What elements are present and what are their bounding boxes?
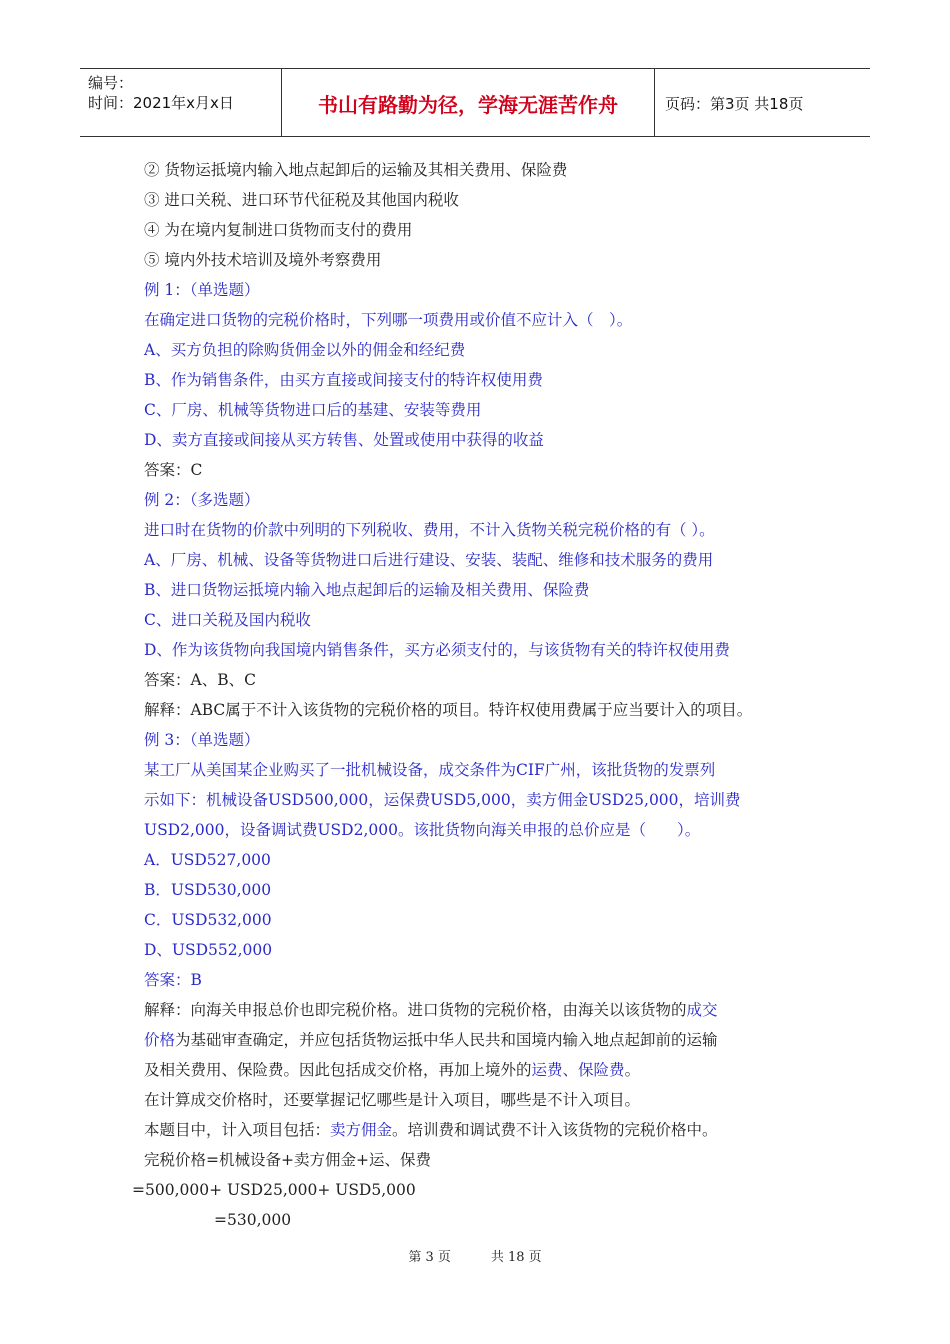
formula-line: 完税价格=机械设备+卖方佣金+运、保费	[144, 1151, 431, 1169]
header-page-cell	[655, 69, 870, 136]
answer-text: 答案：B	[144, 971, 202, 989]
explanation-text: 。培训费和调试费不计入该货物的完税价格中。	[392, 1121, 718, 1139]
page-footer	[0, 1246, 950, 1265]
explanation-line: 在计算成交价格时，还要掌握记忆哪些是计入项目，哪些是不计入项目。	[144, 1091, 641, 1109]
text-line: ④ 为在境内复制进口货物而支付的费用	[144, 221, 413, 239]
page-info: 页码：第3页 共18页	[665, 95, 804, 113]
question-text: 在确定进口货物的完税价格时，下列哪一项费用或价值不应计入（ ）。	[144, 311, 633, 329]
separator: 、	[562, 1061, 579, 1079]
option-a: A．USD527,000	[144, 851, 271, 869]
transaction-price-link[interactable]: 价格	[144, 1031, 176, 1049]
transaction-price-link[interactable]: 成交	[686, 1001, 718, 1019]
motto-text: 书山有路勤为径，学海无涯苦作舟	[318, 93, 618, 117]
option-d: D、作为该货物向我国境内销售条件，买方必须支付的，与该货物有关的特许权使用费	[144, 641, 730, 659]
document-body	[132, 155, 834, 1235]
option-a: A、厂房、机械、设备等货物进口后进行建设、安装、装配、维修和技术服务的费用	[144, 551, 714, 569]
question-text: USD2,000，设备调试费USD2,000。该批货物向海关申报的总价应是（ ）。	[144, 821, 701, 839]
question-text: 示如下：机械设备USD500,000，运保费USD5,000，卖方佣金USD25,000，培训费	[144, 791, 741, 809]
explanation-text: 为基础审查确定，并应包括货物运抵中华人民共和国境内输入地点起卸前的运输	[175, 1031, 718, 1049]
explanation-text: 解释：向海关申报总价也即完税价格。进口货物的完税价格，由海关以该货物的	[144, 1001, 687, 1019]
freight-link[interactable]: 运费	[531, 1061, 563, 1079]
explanation-text: 。	[624, 1061, 641, 1079]
formula-line: =500,000+ USD25,000+ USD5,000	[132, 1181, 416, 1199]
header-left-cell	[80, 69, 282, 136]
option-b: B、进口货物运抵境内输入地点起卸后的运输及相关费用、保险费	[144, 581, 590, 599]
option-d: D、卖方直接或间接从买方转售、处置或使用中获得的收益	[144, 431, 544, 449]
text-line: ② 货物运抵境内输入地点起卸后的运输及其相关费用、保险费	[144, 161, 568, 179]
question-text: 进口时在货物的价款中列明的下列税收、费用，不计入货物关税完税价格的有（ ）。	[144, 521, 715, 539]
page-header	[80, 68, 870, 137]
example-heading: 例 3：（单选题）	[144, 731, 260, 749]
option-d: D、USD552,000	[144, 941, 273, 959]
time-label: 时间：2021年x月x日	[88, 94, 234, 112]
explanation-text: 及相关费用、保险费。因此包括成交价格，再加上境外的	[144, 1061, 532, 1079]
footer-page: 第 3 页	[408, 1250, 451, 1265]
formula-result: =530,000	[214, 1211, 292, 1229]
text-line: ⑤ 境内外技术培训及境外考察费用	[144, 251, 382, 269]
explanation-line	[144, 1055, 834, 1085]
option-c: C．USD532,000	[144, 911, 272, 929]
answer-text: 答案：C	[144, 461, 203, 479]
seller-commission-link[interactable]: 卖方佣金	[330, 1121, 393, 1139]
header-motto-cell	[282, 69, 655, 136]
explanation-text: 解释：ABC属于不计入该货物的完税价格的项目。特许权使用费属于应当要计入的项目。	[144, 701, 753, 719]
option-c: C、厂房、机械等货物进口后的基建、安装等费用	[144, 401, 482, 419]
option-b: B．USD530,000	[144, 881, 272, 899]
footer-total: 共 18 页	[490, 1250, 542, 1265]
example-heading: 例 1：（单选题）	[144, 281, 260, 299]
answer-text: 答案：A、B、C	[144, 671, 256, 689]
insurance-link[interactable]: 保险费	[578, 1061, 625, 1079]
explanation-line	[144, 1025, 834, 1055]
option-a: A、买方负担的除购货佣金以外的佣金和经纪费	[144, 341, 466, 359]
explanation-text: 本题目中，计入项目包括：	[144, 1121, 331, 1139]
explanation-line	[144, 1115, 834, 1145]
example-heading: 例 2：（多选题）	[144, 491, 260, 509]
option-b: B、作为销售条件，由买方直接或间接支付的特许权使用费	[144, 371, 543, 389]
question-text: 某工厂从美国某企业购买了一批机械设备，成交条件为CIF广州，该批货物的发票列	[144, 761, 716, 779]
option-c: C、进口关税及国内税收	[144, 611, 311, 629]
code-label: 编号：	[88, 74, 134, 92]
text-line: ③ 进口关税、进口环节代征税及其他国内税收	[144, 191, 459, 209]
explanation-line	[144, 995, 834, 1025]
